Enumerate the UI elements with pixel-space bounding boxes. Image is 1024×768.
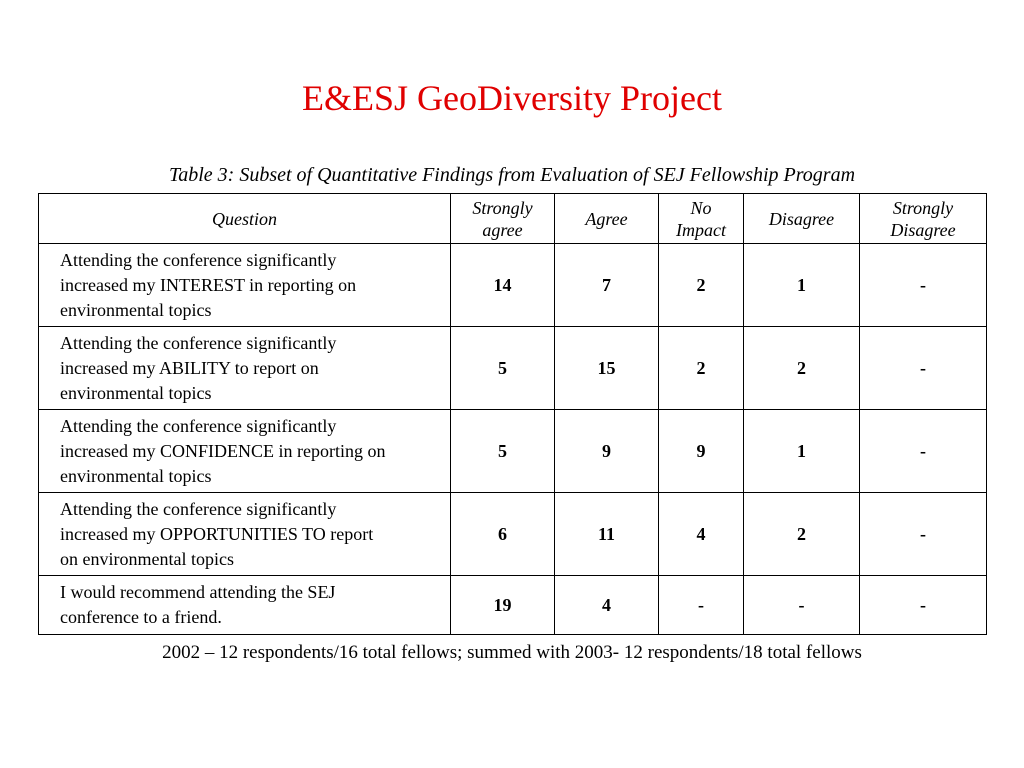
question-line: Attending the conference significantly: [60, 415, 337, 436]
table-row: [39, 493, 987, 576]
header-no-impact: [659, 194, 744, 244]
table-footnote: 2002 – 12 respondents/16 total fellows; summed with 2003- 12 respondents/18 total fellows: [162, 642, 862, 663]
header-text: Impact: [676, 219, 726, 240]
question-line: increased my OPPORTUNITIES TO report: [60, 523, 374, 544]
question-line: Attending the conference significantly: [60, 249, 337, 270]
no-impact-count: 2: [659, 327, 744, 410]
header-text: No: [690, 197, 712, 218]
strongly-disagree-count: -: [860, 576, 987, 635]
header-strongly-disagree: [860, 194, 987, 244]
strongly-disagree-count: -: [860, 493, 987, 576]
agree-count: 11: [555, 493, 659, 576]
strongly-agree-count: 19: [451, 576, 555, 635]
header-agree: Agree: [555, 194, 659, 244]
question-line: increased my INTEREST in reporting on: [60, 274, 357, 295]
question-cell: [39, 576, 451, 635]
table-row: [39, 244, 987, 327]
no-impact-count: 4: [659, 493, 744, 576]
no-impact-count: -: [659, 576, 744, 635]
no-impact-count: 2: [659, 244, 744, 327]
question-line: on environmental topics: [60, 548, 234, 569]
disagree-count: 2: [744, 493, 860, 576]
strongly-disagree-count: -: [860, 327, 987, 410]
question-line: increased my CONFIDENCE in reporting on: [60, 440, 386, 461]
findings-table: [38, 193, 987, 635]
disagree-count: 1: [744, 244, 860, 327]
strongly-agree-count: 14: [451, 244, 555, 327]
strongly-disagree-count: -: [860, 244, 987, 327]
question-line: Attending the conference significantly: [60, 498, 337, 519]
disagree-count: 2: [744, 327, 860, 410]
question-line: I would recommend attending the SEJ: [60, 582, 336, 602]
agree-count: 9: [555, 410, 659, 493]
question-cell: [39, 493, 451, 576]
question-line: conference to a friend.: [60, 607, 222, 627]
header-strongly-agree: [451, 194, 555, 244]
question-line: environmental topics: [60, 465, 212, 486]
strongly-disagree-count: -: [860, 410, 987, 493]
header-question: Question: [39, 194, 451, 244]
table-row: [39, 410, 987, 493]
question-cell: [39, 410, 451, 493]
agree-count: 4: [555, 576, 659, 635]
question-line: increased my ABILITY to report on: [60, 357, 319, 378]
question-line: environmental topics: [60, 299, 212, 320]
header-text: Strongly: [472, 197, 533, 218]
strongly-agree-count: 5: [451, 410, 555, 493]
table-header-row: [39, 194, 987, 244]
header-text: Disagree: [890, 219, 956, 240]
slide-title: E&ESJ GeoDiversity Project: [302, 78, 722, 118]
no-impact-count: 9: [659, 410, 744, 493]
disagree-count: 1: [744, 410, 860, 493]
table-row: [39, 327, 987, 410]
header-text: agree: [482, 219, 523, 240]
table-row: [39, 576, 987, 635]
question-cell: [39, 327, 451, 410]
agree-count: 7: [555, 244, 659, 327]
question-line: environmental topics: [60, 382, 212, 403]
header-text: Strongly: [892, 197, 954, 218]
header-disagree: Disagree: [744, 194, 860, 244]
agree-count: 15: [555, 327, 659, 410]
question-line: Attending the conference significantly: [60, 332, 337, 353]
strongly-agree-count: 6: [451, 493, 555, 576]
strongly-agree-count: 5: [451, 327, 555, 410]
question-cell: [39, 244, 451, 327]
table-caption: Table 3: Subset of Quantitative Findings from Evaluation of SEJ Fellowship Program: [168, 164, 856, 186]
disagree-count: -: [744, 576, 860, 635]
